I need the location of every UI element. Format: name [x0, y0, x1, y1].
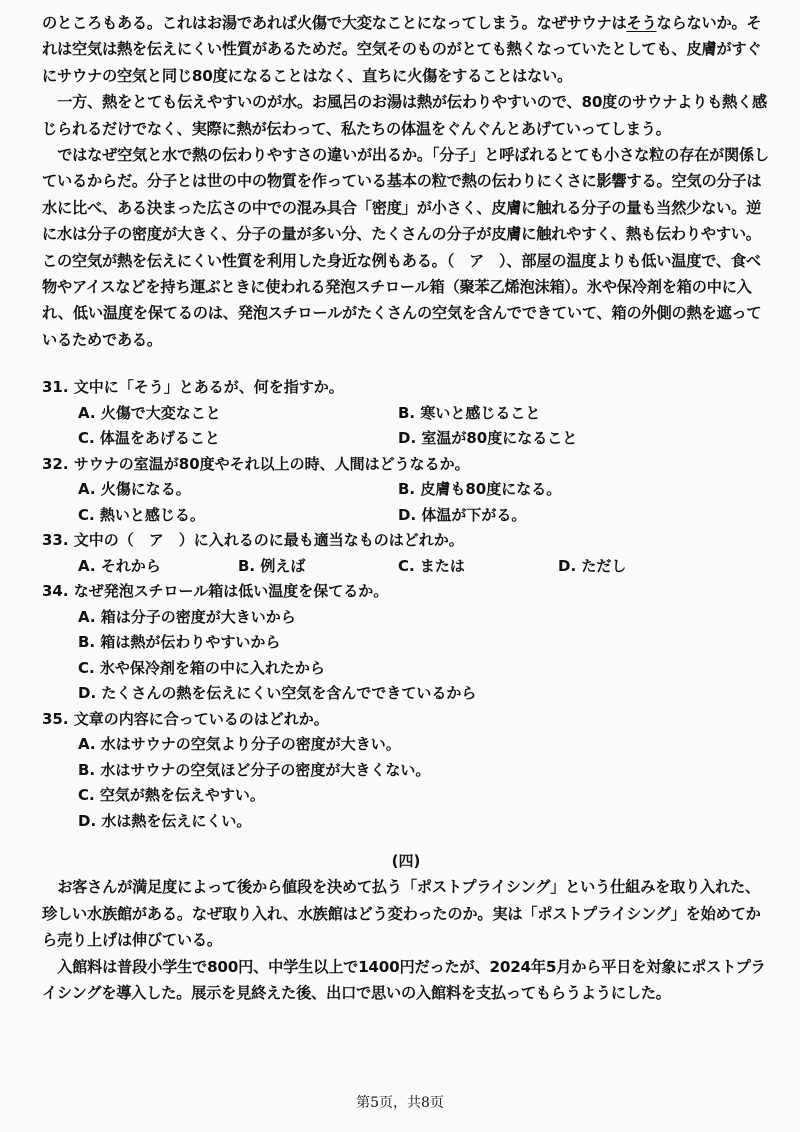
answer-option: B. 水はサウナの空気ほど分子の密度が大きくない。 [78, 760, 431, 779]
answer-option: C. または [398, 556, 465, 575]
answer-option: D. 水は熱を伝えにくい。 [78, 811, 252, 830]
answer-option: C. 空気が熱を伝えやすい。 [78, 786, 265, 805]
question-stem: 31. 文中に「そう」とあるが、何を指すか。 [42, 378, 344, 397]
answer-option: B. 皮膚も80度になる。 [398, 480, 562, 499]
answer-option: B. 箱は熱が伝わりやすいから [78, 633, 281, 652]
page-footer: 第5页，共8页 [356, 1095, 444, 1111]
question-block [42, 528, 770, 579]
answer-option: C. 熱いと感じる。 [78, 505, 205, 524]
question-block [42, 707, 770, 835]
section4-paragraph-2: 入館料は普段小学生で800円、中学生以上で1400円だったが、2024年5月から平日を対象にポストプライシングを導入した。展示を見終えた後、出口で思いの入館料を支払ってもらうようにした。 [42, 957, 766, 1002]
question-list [42, 375, 770, 834]
question-block [42, 375, 770, 452]
answer-options [42, 477, 770, 528]
answer-option: C. 体温をあげること [78, 429, 220, 448]
question-stem: 33. 文中の（ ア ）に入れるのに最も適当なものはどれか。 [42, 531, 464, 550]
answer-options [42, 554, 770, 580]
answer-option: A. 火傷で大変なこと [78, 403, 221, 422]
answer-option: A. 火傷になる。 [78, 480, 191, 499]
passage-paragraph-3: ではなぜ空気と水で熱の伝わりやすさの違いが出るか。「分子」と呼ばれるとても小さな粒の存在が関係しているからだ。分子とは世の中の物質を作っている基本の粒で熱の伝わりにくさに影響する。空気の分子は水に比べ、ある決まった広さの中での混み具合「密度」が小さく、皮膚に触れる分子の量も当然少ない。逆に水は分子の密度が大きく、分子の量が多い分、たくさんの分子が皮膚に触れやすく、熱も伝わりやすい。この空気が熱を伝えにくい性質を利用した身近な例もある。（ ア ）、部屋の温度よりも低い温度で、食べ物やアイスなどを持ち運ぶときに使われる発泡スチロール箱（聚苯乙烯泡沫箱）。氷や保冷剤を箱の中に入れ、低い温度を保てるのは、発泡スチロールがたくさんの空気を含んでできていて、箱の外側の熱を遮っているためである。 [42, 146, 769, 349]
answer-option: D. 室温が80度になること [398, 429, 578, 448]
answer-option: B. 例えば [238, 556, 306, 575]
underlined-word: そう [626, 14, 657, 32]
answer-options [42, 401, 770, 452]
answer-option: D. たくさんの熱を伝えにくい空気を含んでできているから [78, 684, 477, 703]
passage-paragraph-2: 一方、熱をとても伝えやすいのが水。お風呂のお湯は熱が伝わりやすいので、80度のサウナよりも熱く感じられるだけでなく、実際に熱が伝わって、私たちの体温をぐんぐんとあげていってしまう。 [42, 93, 768, 138]
question-stem: 34. なぜ発泡スチロール箱は低い温度を保てるか。 [42, 582, 389, 601]
answer-option: A. それから [78, 556, 161, 575]
answer-option: D. 体温が下がる。 [398, 505, 527, 524]
question-block [42, 452, 770, 529]
passage-paragraph-1 [42, 10, 770, 89]
answer-option: D. ただし [558, 556, 627, 575]
paragraph-text: のところもある。これはお湯であれば火傷で大変なことになってしまう。なぜサウナは [42, 14, 627, 32]
section4-paragraph-1: お客さんが満足度によって後から値段を決めて払う「ポストプライシング」という仕組みを取り入れた、珍しい水族館がある。なぜ取り入れ、水族館はどう変わったのか。実は「ポストプライシング」を始めてから売り上げは伸びている。 [42, 878, 761, 950]
question-stem: 35. 文章の内容に合っているのはどれか。 [42, 709, 329, 728]
answer-options [42, 605, 770, 707]
section-title: (四) [391, 852, 421, 871]
exam-page [42, 10, 770, 1006]
answer-option: A. 箱は分子の密度が大きいから [78, 607, 296, 626]
question-block [42, 579, 770, 707]
answer-option: A. 水はサウナの空気より分子の密度が大きい。 [78, 735, 401, 754]
paragraph-text: ならないか。それは空気は熱を伝えにくい性質があるためだ。空気そのものがとても熱くなっていたとしても、皮膚がすぐにサウナの空気と同じ80度になることはなく、直ちに火傷をすることはない。 [42, 14, 762, 85]
question-stem: 32. サウナの室温が80度やそれ以上の時、人間はどうなるか。 [42, 454, 470, 473]
answer-options [42, 732, 770, 834]
answer-option: B. 寒いと感じること [398, 403, 541, 422]
answer-option: C. 氷や保冷剤を箱の中に入れたから [78, 658, 325, 677]
